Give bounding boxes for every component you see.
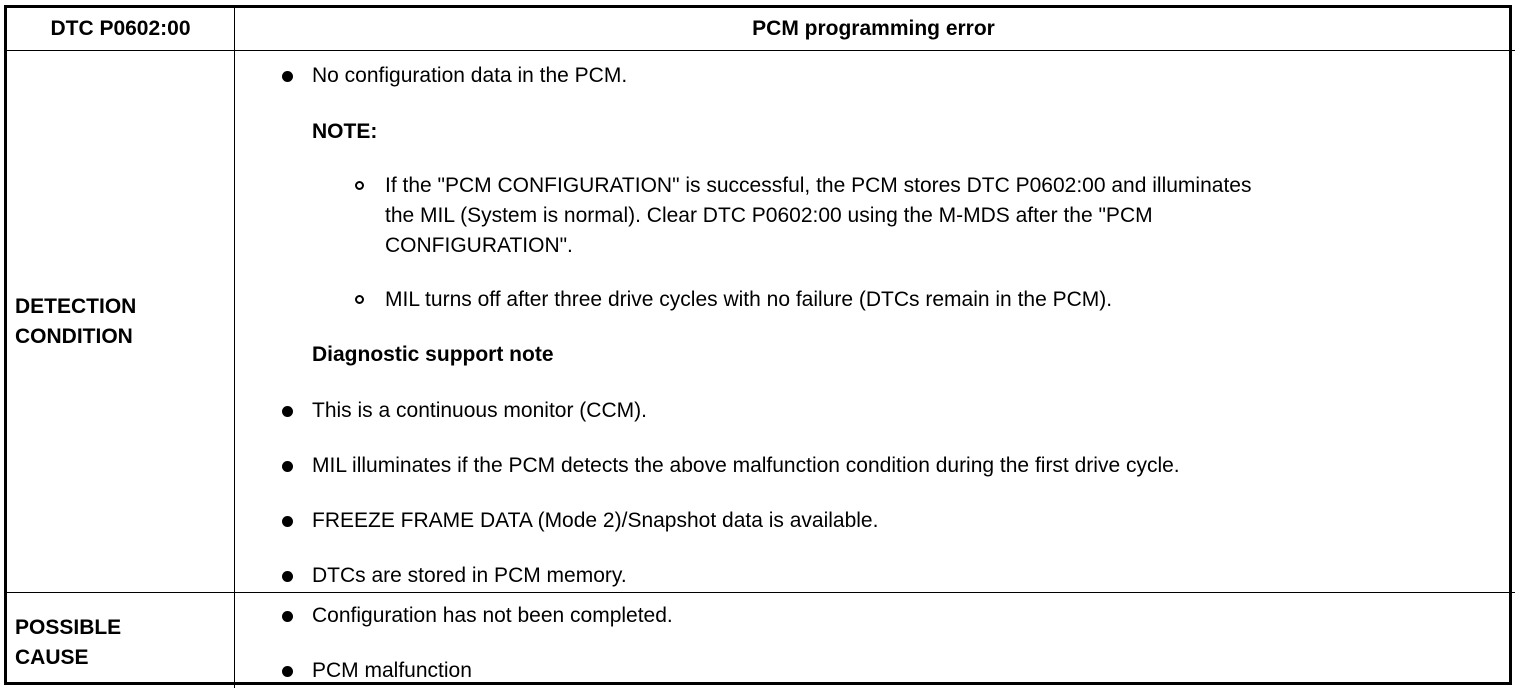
bullet-icon <box>282 571 293 582</box>
support-note-heading: Diagnostic support note <box>312 343 554 366</box>
sub-bullet-icon <box>355 295 364 304</box>
cause-item: Configuration has not been completed. <box>312 604 673 627</box>
row-divider <box>7 592 1515 593</box>
note-item-line: the MIL (System is normal). Clear DTC P0602:00 using the M-MDS after the "PCM <box>385 204 1153 227</box>
bullet-icon <box>282 611 293 622</box>
note-item-line: If the "PCM CONFIGURATION" is successful, the PCM stores DTC P0602:00 and illuminates <box>385 174 1252 197</box>
sub-bullet-icon <box>355 181 364 190</box>
bullet-icon <box>282 516 293 527</box>
dtc-table <box>4 5 1512 685</box>
column-divider <box>234 8 235 688</box>
bullet-icon <box>282 461 293 472</box>
possible-cause-label: POSSIBLE CAUSE <box>15 616 122 669</box>
cause-item: PCM malfunction <box>312 659 472 682</box>
dtc-title-header: PCM programming error <box>752 17 995 40</box>
detection-condition-label: DETECTION CONDITION <box>15 295 137 348</box>
support-item: DTCs are stored in PCM memory. <box>312 564 627 587</box>
note-item-line: CONFIGURATION". <box>385 234 573 257</box>
bullet-icon <box>282 71 293 82</box>
bullet-icon <box>282 406 293 417</box>
header-divider <box>7 50 1515 51</box>
detection-item: No configuration data in the PCM. <box>312 64 628 87</box>
support-item: MIL illuminates if the PCM detects the above malfunction condition during the first drive cycle. <box>312 454 1180 477</box>
note-heading: NOTE: <box>312 120 378 143</box>
dtc-code-header: DTC P0602:00 <box>50 17 191 40</box>
bullet-icon <box>282 666 293 677</box>
note-item: MIL turns off after three drive cycles with no failure (DTCs remain in the PCM). <box>385 288 1113 311</box>
support-item: FREEZE FRAME DATA (Mode 2)/Snapshot data is available. <box>312 509 879 532</box>
support-item: This is a continuous monitor (CCM). <box>312 399 647 422</box>
